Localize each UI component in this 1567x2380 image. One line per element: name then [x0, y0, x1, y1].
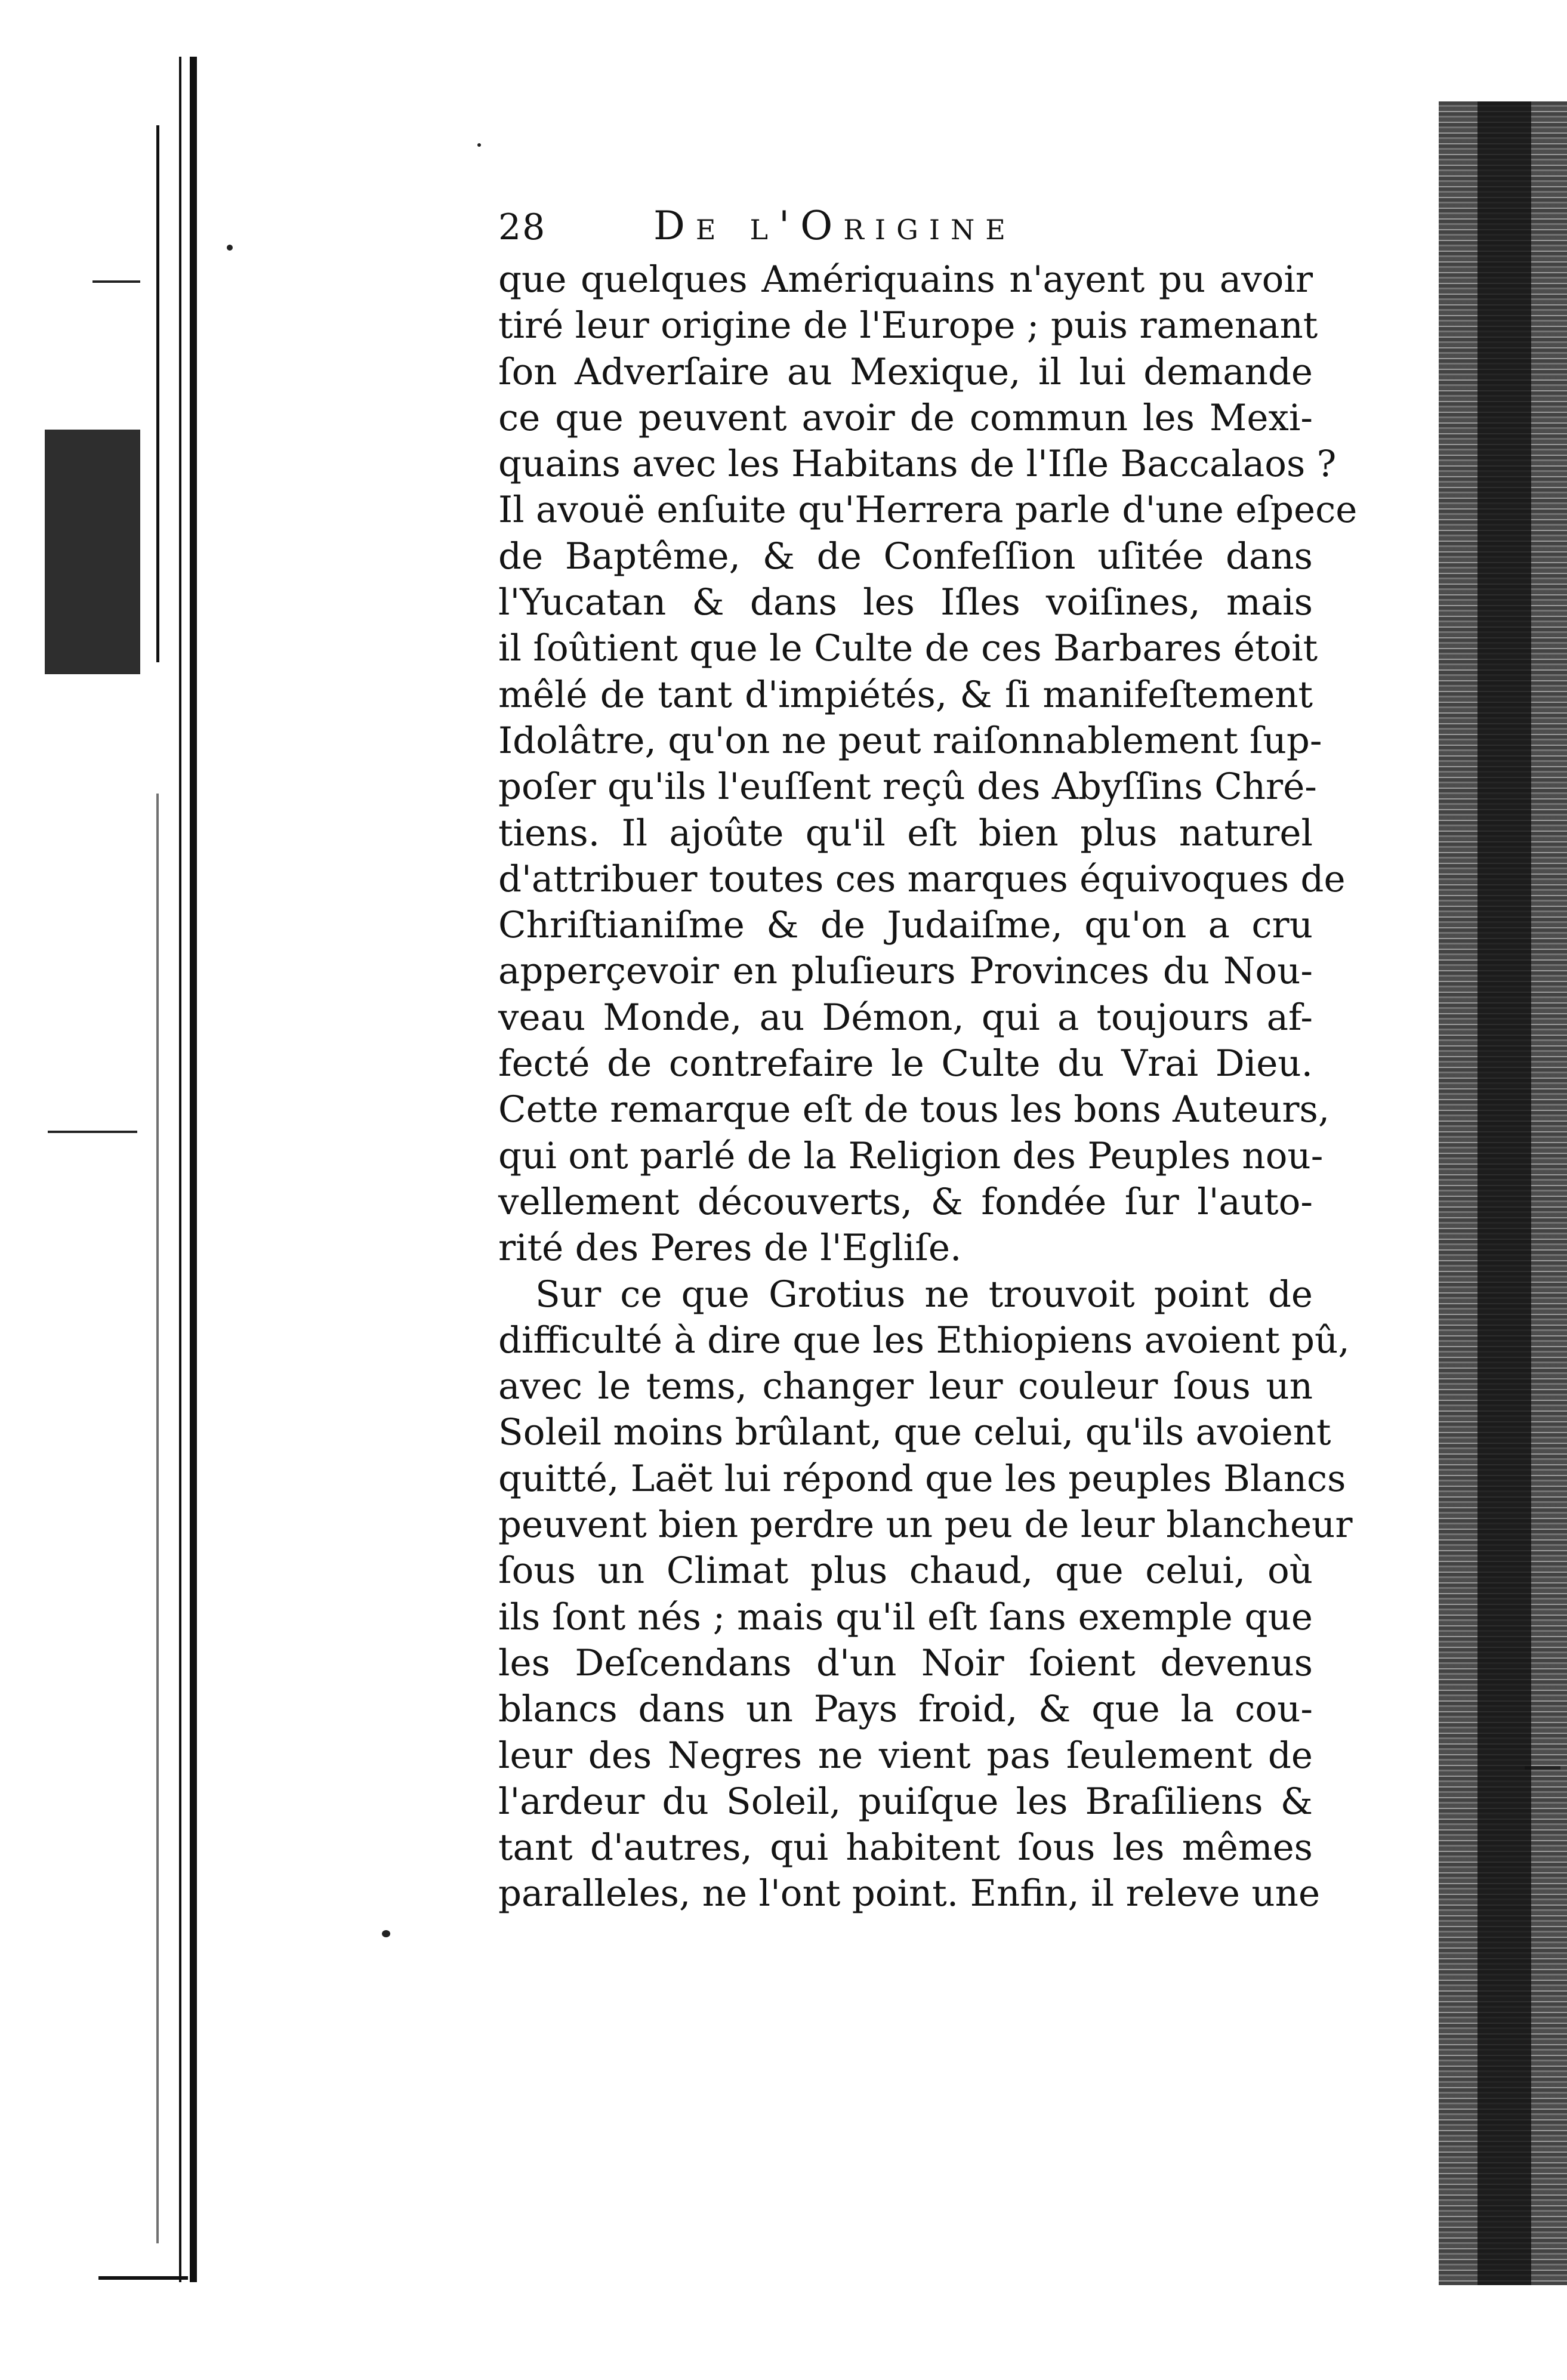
- text-line: ce que peuvent avoir de commun les Mexi-: [498, 396, 1313, 439]
- text-line: les Deſcendans d'un Noir ſoient devenus: [498, 1641, 1313, 1684]
- text-line: avec le tems, changer leur couleur ſous un: [498, 1365, 1313, 1408]
- text-line: poſer qu'ils l'euſſent reçû des Abyſſins Chré-: [498, 765, 1317, 808]
- text-line: d'attribuer toutes ces marques équivoques de: [498, 857, 1346, 900]
- text-line: ſon Adverſaire au Mexique, il lui demande: [498, 350, 1313, 393]
- running-head: [498, 203, 1313, 257]
- text-line: blancs dans un Pays froid, & que la cou-: [498, 1688, 1313, 1731]
- paragraph-1: [498, 257, 1358, 1271]
- margin-speck: [477, 143, 481, 147]
- text-line: ils ſont nés ; mais qu'il eſt ſans exemple que: [498, 1595, 1313, 1638]
- margin-dash: [48, 1131, 137, 1133]
- margin-speck: [382, 1930, 390, 1937]
- text-line: que quelques Amériquains n'ayent pu avoir: [498, 258, 1313, 301]
- page-number: 28: [498, 206, 547, 248]
- margin-speck: [227, 245, 233, 251]
- text-line: il ſoûtient que le Culte de ces Barbares étoit: [498, 627, 1318, 670]
- text-line: veau Monde, au Démon, qui a toujours af-: [498, 996, 1313, 1039]
- text-line: peuvent bien perdre un peu de leur blancheur: [498, 1504, 1353, 1546]
- text-line: ſous un Climat plus chaud, que celui, où: [498, 1549, 1313, 1592]
- binding-foot-line: [98, 2276, 188, 2280]
- text-line: qui ont parlé de la Religion des Peuples nou-: [498, 1134, 1324, 1177]
- text-line: tiens. Il ajoûte qu'il eſt bien plus naturel: [498, 811, 1313, 854]
- text-line: Cette remarque eſt de tous les bons Auteurs,: [498, 1088, 1330, 1131]
- text-line: mêlé de tant d'impiétés, & ſi manifeſtement: [498, 673, 1313, 716]
- text-line: difficulté à dire que les Ethiopiens avoient pû,: [498, 1319, 1350, 1362]
- text-line: quitté, Laët lui répond que les peuples Blancs: [498, 1457, 1346, 1500]
- text-line: tiré leur origine de l'Europe ; puis ramenant: [498, 304, 1318, 347]
- margin-dash: [92, 280, 140, 283]
- text-line: Chriſtianiſme & de Judaiſme, qu'on a cru: [498, 904, 1313, 947]
- text-line: apperçevoir en pluſieurs Provinces du Nou-: [498, 950, 1313, 993]
- text-line: l'ardeur du Soleil, puiſque les Braſiliens &: [498, 1780, 1313, 1823]
- binding-edge-line: [190, 57, 197, 2282]
- text-line: l'Yucatan & dans les Iſles voiſines, mais: [498, 581, 1313, 624]
- text-line: rité des Peres de l'Egliſe.: [498, 1227, 962, 1270]
- text-line: Soleil moins brûlant, que celui, qu'ils avoient: [498, 1411, 1331, 1454]
- text-line: de Baptême, & de Confeſſion uſitée dans: [498, 535, 1313, 578]
- text-line: vellement découverts, & fondée ſur l'auto-: [498, 1180, 1313, 1223]
- text-line: quains avec les Habitans de l'Iſle Baccalaos ?: [498, 443, 1337, 486]
- text-line: tant d'autres, qui habitent ſous les mêmes: [498, 1826, 1313, 1869]
- scan-page-edge-shadow: [1477, 101, 1531, 2285]
- text-line: fecté de contrefaire le Culte du Vrai Dieu.: [498, 1042, 1313, 1085]
- gutter-line-lower: [156, 794, 159, 2243]
- text-line: Idolâtre, qu'on ne peut raiſonnablement ſup-: [498, 719, 1322, 762]
- page-text-block: [498, 203, 1358, 1917]
- text-line: leur des Negres ne vient pas ſeulement de: [498, 1734, 1313, 1777]
- scan-shadow-block: [45, 430, 140, 674]
- text-line: Sur ce que Grotius ne trouvoit point de: [535, 1273, 1313, 1316]
- gutter-line: [156, 125, 159, 662]
- running-title: De l'Origine: [653, 203, 1016, 249]
- text-line: paralleles, ne l'ont point. Enfin, il releve une: [498, 1872, 1321, 1915]
- binding-edge-line-thin: [179, 57, 181, 2282]
- text-line: Il avouë enſuite qu'Herrera parle d'une eſpece: [498, 489, 1358, 532]
- paragraph-2: [498, 1271, 1353, 1917]
